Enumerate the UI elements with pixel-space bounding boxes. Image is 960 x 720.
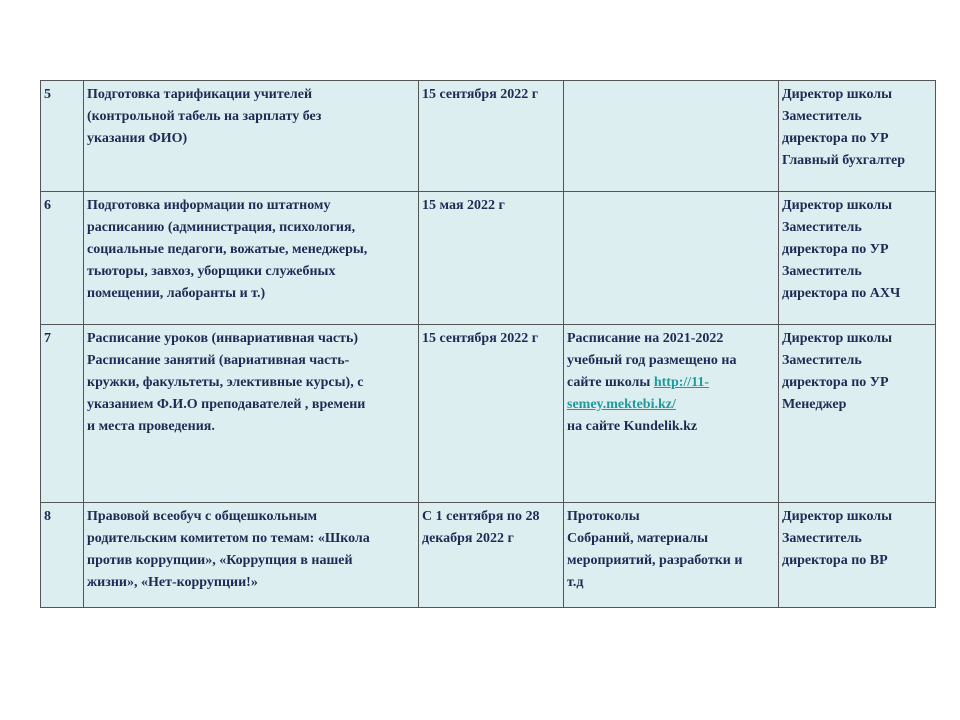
plan-table: [40, 80, 936, 608]
deadline-cell: 15 сентября 2022 г: [419, 325, 564, 503]
result-text-before-link: Расписание на 2021-2022 учебный год размещено на сайте школы: [567, 331, 737, 390]
responsible-cell: Директор школы Заместитель директора по УР Менеджер: [779, 325, 936, 503]
result-cell: [564, 81, 779, 192]
row-number-cell: 7: [41, 325, 84, 503]
deadline-cell: С 1 сентября по 28 декабря 2022 г: [419, 503, 564, 608]
task-cell: Расписание уроков (инвариативная часть) Расписание занятий (вариативная часть- кружки, факультеты, элективные курсы), с указанием Ф.И.О преподавателей , времени и места проведения.: [84, 325, 419, 503]
school-website-link[interactable]: http://11- semey.mektebi.kz/: [567, 375, 710, 412]
row-number-cell: 5: [41, 81, 84, 192]
responsible-cell: Директор школы Заместитель директора по УР Заместитель директора по АХЧ: [779, 192, 936, 325]
task-cell: Правовой всеобуч с общешкольным родительским комитетом по темам: «Школа против коррупции», «Коррупция в нашей жизни», «Нет-коррупции!»: [84, 503, 419, 608]
table-row: [41, 192, 936, 325]
result-cell: Протоколы Собраний, материалы мероприятий, разработки и т.д: [564, 503, 779, 608]
row-number-cell: 6: [41, 192, 84, 325]
deadline-cell: 15 сентября 2022 г: [419, 81, 564, 192]
responsible-cell: Директор школы Заместитель директора по УР Главный бухгалтер: [779, 81, 936, 192]
result-cell: [564, 192, 779, 325]
result-cell: [564, 325, 779, 503]
responsible-cell: Директор школы Заместитель директора по ВР: [779, 503, 936, 608]
result-text-after-link: на сайте Kundelik.kz: [567, 419, 698, 434]
task-cell: Подготовка тарификации учителей (контрольной табель на зарплату без указания ФИО): [84, 81, 419, 192]
deadline-cell: 15 мая 2022 г: [419, 192, 564, 325]
table-row: [41, 503, 936, 608]
table-row: [41, 81, 936, 192]
task-cell: Подготовка информации по штатному расписанию (администрация, психология, социальные педагоги, вожатые, менеджеры, тьюторы, завхоз, уборщики служебных помещении, лаборанты и т.): [84, 192, 419, 325]
row-number-cell: 8: [41, 503, 84, 608]
table-row: [41, 325, 936, 503]
